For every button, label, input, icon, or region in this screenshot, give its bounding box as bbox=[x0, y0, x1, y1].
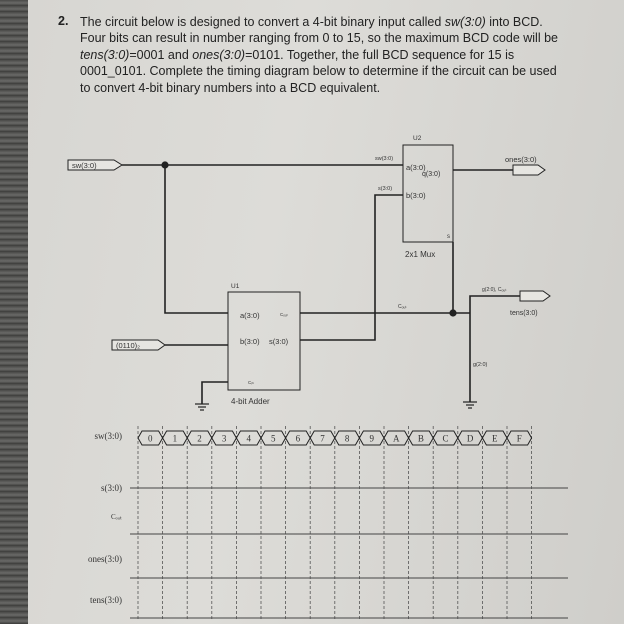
timing-signal-label: Cₒᵤₜ bbox=[110, 513, 122, 521]
mux-pin-b: b(3:0) bbox=[406, 191, 426, 200]
cin-wire bbox=[202, 382, 228, 404]
mux-wire-a-label: sw(3:0) bbox=[375, 156, 394, 162]
adder-ref: U1 bbox=[231, 283, 240, 290]
ones-output-label: ones(3:0) bbox=[505, 155, 537, 164]
sw-value-label: C bbox=[442, 433, 449, 444]
tens-output-label: tens(3:0) bbox=[510, 310, 538, 317]
sw-value-label: 8 bbox=[344, 433, 350, 444]
mux-ref: U2 bbox=[413, 135, 422, 142]
problem-text-3: =0001 and bbox=[129, 47, 193, 62]
sw-to-adder-wire bbox=[165, 165, 228, 313]
adder-pin-cin: Cᵢₙ bbox=[248, 380, 254, 385]
sw-value-label: 2 bbox=[197, 433, 202, 444]
sw-value-label: 7 bbox=[320, 433, 325, 444]
problem-number: 2. bbox=[58, 14, 69, 28]
ground-label: g(2:0) bbox=[473, 362, 488, 368]
mux-pin-s: s bbox=[447, 234, 450, 240]
cout-junction bbox=[450, 310, 456, 316]
sw-value-label: A bbox=[393, 433, 400, 444]
ones-output-port bbox=[513, 165, 545, 175]
sw-value-label: D bbox=[466, 433, 474, 444]
problem-text-1: The circuit below is designed to convert a 4-bit binary input called bbox=[80, 15, 445, 29]
sw-value-label: 0 bbox=[148, 433, 153, 444]
sw-value-label: F bbox=[516, 433, 522, 444]
adder-pin-cout: Cₒᵤₜ bbox=[280, 312, 288, 317]
adder-name: 4-bit Adder bbox=[231, 397, 270, 406]
problem-text-2: into BCD. Four bits can result in number ranging from 0 to 15, so the maximum BCD code will be bbox=[80, 15, 558, 46]
sw-value-label: 5 bbox=[271, 433, 276, 444]
tens-wire-label: g(2:0), Cₒᵤₜ bbox=[482, 287, 507, 293]
sw-value-label: E bbox=[491, 433, 498, 444]
problem-signal-sw: sw(3:0) bbox=[444, 15, 486, 29]
adder-pin-s: s(3:0) bbox=[269, 337, 289, 346]
timing-signal-label: ones(3:0) bbox=[88, 554, 122, 564]
tens-output-port bbox=[520, 291, 550, 301]
sw-value-label: 1 bbox=[172, 433, 178, 444]
adder-pin-a: a(3:0) bbox=[240, 311, 260, 320]
mux-name: 2x1 Mux bbox=[405, 250, 436, 259]
problem-signal-ones: ones(3:0) bbox=[192, 47, 246, 62]
sum-to-mux-wire bbox=[300, 195, 403, 340]
timing-labels bbox=[88, 431, 122, 605]
sw-value-label: 4 bbox=[246, 433, 251, 444]
adder-pin-b: b(3:0) bbox=[240, 337, 260, 346]
problem-signal-tens: tens(3:0) bbox=[80, 47, 130, 62]
sw-value-label: B bbox=[417, 433, 424, 444]
sw-value-label: 9 bbox=[369, 433, 374, 444]
cout-wire-label: Cₒᵤₜ bbox=[398, 304, 407, 310]
mux-pin-a: a(3:0) bbox=[406, 163, 426, 172]
sw-value-label: 3 bbox=[221, 433, 227, 444]
sw-value-label: 6 bbox=[295, 433, 301, 444]
timing-signal-label: s(3:0) bbox=[101, 483, 122, 493]
problem-text-4: =0101. Together, the full BCD sequence for 15 is 0001_0101. Complete the timing diagram below to determine if the circuit can be used to convert 4-bit binary numbers into a BCD equivalent. bbox=[80, 47, 557, 95]
timing-signal-label: sw(3:0) bbox=[94, 431, 122, 441]
const-input-label: (0110)₂ bbox=[116, 341, 141, 350]
timing-grid bbox=[130, 426, 568, 621]
sw-input-label: sw(3:0) bbox=[72, 161, 97, 170]
mux-wire-b-label: s(3:0) bbox=[378, 186, 393, 192]
adder-box bbox=[228, 292, 300, 390]
timing-signal-label: tens(3:0) bbox=[90, 595, 122, 605]
mux-pin-q: q(3:0) bbox=[422, 171, 441, 178]
